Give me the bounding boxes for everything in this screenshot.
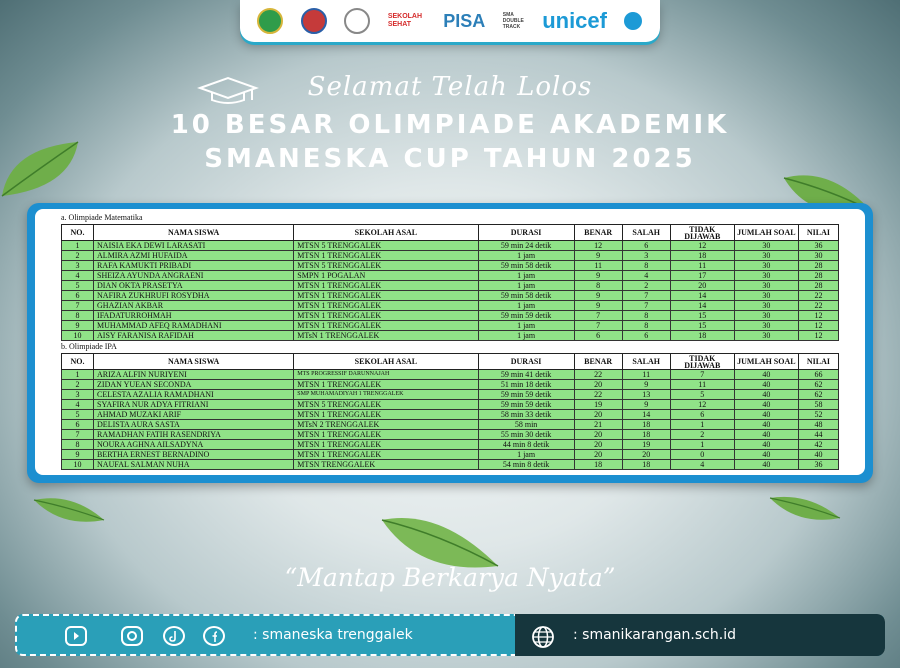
table-row: [62, 301, 839, 311]
table-cell: 59 min 24 detik: [478, 241, 574, 251]
table-cell: 20: [574, 410, 622, 420]
table-cell: 12: [670, 241, 734, 251]
table-header-row: [62, 225, 839, 241]
table-cell: 1 jam: [478, 450, 574, 460]
table-cell: 28: [798, 271, 838, 281]
table-row: [62, 450, 839, 460]
table-row: [62, 241, 839, 251]
table-cell: 8: [622, 321, 670, 331]
table-cell: 30: [734, 251, 798, 261]
table-cell: 9: [62, 321, 94, 331]
table-cell: 4: [670, 460, 734, 470]
table-cell: MTSN 1 TRENGGALEK: [294, 251, 478, 261]
table-cell: 40: [734, 370, 798, 380]
results-table: [61, 353, 839, 470]
table-row: [62, 420, 839, 430]
title-line-2: SMANESKA CUP TAHUN 2025: [204, 144, 696, 174]
table-cell: 14: [622, 410, 670, 420]
leaf-decoration-icon: [768, 494, 842, 524]
table-row: [62, 311, 839, 321]
results-table: [61, 224, 839, 341]
table-cell: 7: [622, 301, 670, 311]
table-cell: 1 jam: [478, 281, 574, 291]
table-cell: 20: [622, 450, 670, 460]
table-cell: 40: [734, 420, 798, 430]
column-header: NO.: [62, 225, 94, 241]
sekolah-sehat-logo: SEKOLAH SEHAT: [387, 13, 423, 28]
table-cell: MTSN 1 TRENGGALEK: [294, 291, 478, 301]
column-header: NAMA SISWA: [94, 354, 294, 370]
table-cell: SMP MUHAMADIYAH 1 TRENGGALEK: [294, 390, 478, 400]
table-cell: 40: [734, 460, 798, 470]
table-cell: 30: [734, 271, 798, 281]
table-cell: 11: [670, 261, 734, 271]
facebook-icon[interactable]: [203, 626, 225, 646]
motto: “Mantap Berkarya Nyata”: [284, 563, 616, 592]
table-cell: 21: [574, 420, 622, 430]
table-cell: 8: [62, 311, 94, 321]
table-cell: 55 min 30 detik: [478, 430, 574, 440]
table-cell: 18: [622, 420, 670, 430]
table-cell: MTSN 1 TRENGGALEK: [294, 281, 478, 291]
table-cell: 40: [734, 450, 798, 460]
table-cell: 20: [574, 430, 622, 440]
table-cell: 4: [622, 271, 670, 281]
table-cell: 5: [62, 281, 94, 291]
table-row: [62, 261, 839, 271]
website-url[interactable]: : smanikarangan.sch.id: [573, 627, 736, 643]
table-cell: 15: [670, 321, 734, 331]
table-cell: 8: [574, 281, 622, 291]
table-cell: 1: [670, 440, 734, 450]
column-header: SALAH: [622, 354, 670, 370]
table-cell: 59 min 59 detik: [478, 311, 574, 321]
column-header: SEKOLAH ASAL: [294, 225, 478, 241]
table-cell: IFADATURROHMAH: [94, 311, 294, 321]
table-cell: 28: [798, 261, 838, 271]
table-cell: 22: [574, 370, 622, 380]
table-cell: 7: [62, 430, 94, 440]
table-cell: 1: [670, 420, 734, 430]
table-cell: MTSN TRENGGALEK: [294, 460, 478, 470]
table-cell: 40: [734, 390, 798, 400]
table-cell: 30: [734, 241, 798, 251]
table-cell: 2: [62, 380, 94, 390]
table-cell: 14: [670, 301, 734, 311]
table-cell: 7: [574, 321, 622, 331]
column-header: NILAI: [798, 225, 838, 241]
table-cell: 14: [670, 291, 734, 301]
table-cell: 18: [622, 430, 670, 440]
table-cell: 18: [574, 460, 622, 470]
table-cell: ZIDAN YUEAN SECONDA: [94, 380, 294, 390]
table-cell: 6: [670, 410, 734, 420]
pisa-logo: PISA: [443, 10, 486, 31]
table-row: [62, 410, 839, 420]
table-cell: ARIZA ALFIN NURIYENI: [94, 370, 294, 380]
education-office-emblem-icon: [301, 8, 327, 34]
table-cell: 22: [798, 301, 838, 311]
table-cell: 10: [62, 331, 94, 341]
table-cell: 40: [734, 400, 798, 410]
table-cell: MTSN 5 TRENGGALEK: [294, 241, 478, 251]
table-cell: RAFA KAMUKTI PRIBADI: [94, 261, 294, 271]
table-cell: 28: [798, 281, 838, 291]
table-cell: 6: [622, 331, 670, 341]
table-cell: NAISIA EKA DEWI LARASATI: [94, 241, 294, 251]
table-cell: 54 min 8 detik: [478, 460, 574, 470]
table-row: [62, 380, 839, 390]
table-cell: 30: [734, 311, 798, 321]
section-heading: a. Olimpiade Matematika: [61, 213, 143, 222]
table-cell: 9: [574, 251, 622, 261]
table-row: [62, 370, 839, 380]
table-cell: 2: [622, 281, 670, 291]
table-cell: 1 jam: [478, 301, 574, 311]
table-cell: 9: [574, 271, 622, 281]
footer-bar: [15, 614, 885, 656]
column-header: BENAR: [574, 354, 622, 370]
table-cell: 1: [62, 370, 94, 380]
table-cell: 5: [670, 390, 734, 400]
table-cell: CELESTA AZALIA RAMADHANI: [94, 390, 294, 400]
table-cell: 58 min: [478, 420, 574, 430]
table-cell: 6: [62, 420, 94, 430]
table-cell: 30: [734, 321, 798, 331]
table-cell: MTSN 1 TRENGGALEK: [294, 380, 478, 390]
table-cell: 11: [670, 380, 734, 390]
table-cell: 30: [734, 261, 798, 271]
social-handle: : smaneska trenggalek: [253, 627, 413, 643]
column-header: SALAH: [622, 225, 670, 241]
table-cell: 22: [574, 390, 622, 400]
table-cell: 2: [62, 251, 94, 261]
table-cell: 7: [574, 311, 622, 321]
table-cell: ALMIRA AZMI HUFAIDA: [94, 251, 294, 261]
table-row: [62, 430, 839, 440]
table-cell: 1 jam: [478, 321, 574, 331]
table-cell: 40: [734, 380, 798, 390]
table-cell: 8: [62, 440, 94, 450]
table-cell: 36: [798, 460, 838, 470]
table-cell: AHMAD MUZAKI ARIF: [94, 410, 294, 420]
table-cell: 62: [798, 380, 838, 390]
table-row: [62, 390, 839, 400]
table-cell: MTS PROGRESSIF DARUNNAJAH: [294, 370, 478, 380]
double-track-logo: SMA DOUBLE TRACK: [502, 12, 524, 30]
table-cell: 1 jam: [478, 331, 574, 341]
table-cell: 6: [574, 331, 622, 341]
results-panel-content: [35, 209, 865, 475]
table-cell: 40: [734, 440, 798, 450]
table-cell: 0: [670, 450, 734, 460]
table-cell: 22: [798, 291, 838, 301]
table-cell: 9: [574, 291, 622, 301]
table-cell: 8: [622, 311, 670, 321]
table-cell: 58 min 33 detik: [478, 410, 574, 420]
province-emblem-icon: [257, 8, 283, 34]
table-cell: 1 jam: [478, 271, 574, 281]
table-cell: 6: [62, 291, 94, 301]
table-cell: 12: [574, 241, 622, 251]
table-cell: 6: [622, 241, 670, 251]
table-header-row: [62, 354, 839, 370]
table-row: [62, 400, 839, 410]
table-cell: 30: [734, 281, 798, 291]
table-cell: 59 min 58 detik: [478, 291, 574, 301]
table-row: [62, 331, 839, 341]
table-cell: 51 min 18 detik: [478, 380, 574, 390]
table-cell: 40: [734, 430, 798, 440]
title-line-1: 10 BESAR OLIMPIADE AKADEMIK: [170, 110, 730, 140]
table-cell: MTSN 1 TRENGGALEK: [294, 450, 478, 460]
table-cell: 3: [62, 390, 94, 400]
table-cell: 20: [574, 380, 622, 390]
column-header: TIDAK DIJAWAB: [670, 225, 734, 241]
table-cell: NAFIRA ZUKHRUFI ROSYDHA: [94, 291, 294, 301]
table-row: [62, 271, 839, 281]
table-cell: DELISTA AURA SASTA: [94, 420, 294, 430]
table-cell: 18: [670, 251, 734, 261]
column-header: DURASI: [478, 354, 574, 370]
column-header: TIDAK DIJAWAB: [670, 354, 734, 370]
table-row: [62, 251, 839, 261]
table-cell: 20: [574, 440, 622, 450]
leaf-decoration-icon: [0, 138, 82, 200]
table-cell: 62: [798, 390, 838, 400]
table-cell: 12: [798, 331, 838, 341]
table-cell: MTSN 5 TRENGGALEK: [294, 261, 478, 271]
table-cell: 30: [734, 331, 798, 341]
column-header: NAMA SISWA: [94, 225, 294, 241]
table-cell: 9: [622, 400, 670, 410]
table-cell: 20: [574, 450, 622, 460]
table-cell: 13: [622, 390, 670, 400]
table-cell: 58: [798, 400, 838, 410]
table-cell: AISY FARANISA RAFIDAH: [94, 331, 294, 341]
table-cell: SHEIZA AYUNDA ANGRAENI: [94, 271, 294, 281]
table-cell: 42: [798, 440, 838, 450]
table-cell: 11: [622, 370, 670, 380]
table-cell: 7: [62, 301, 94, 311]
table-cell: GHAZIAN AKBAR: [94, 301, 294, 311]
table-cell: 12: [670, 400, 734, 410]
table-cell: NOURA AGHNA AILSADYNA: [94, 440, 294, 450]
table-cell: MTsN 1 TRENGGALEK: [294, 331, 478, 341]
table-cell: 66: [798, 370, 838, 380]
table-cell: 18: [670, 331, 734, 341]
table-cell: 12: [798, 311, 838, 321]
table-cell: 18: [622, 460, 670, 470]
table-cell: 2: [670, 430, 734, 440]
unicef-logo: unicef: [542, 8, 607, 33]
table-cell: MTSN 1 TRENGGALEK: [294, 321, 478, 331]
table-cell: MTSN 1 TRENGGALEK: [294, 430, 478, 440]
table-cell: 15: [670, 311, 734, 321]
youtube-icon[interactable]: [65, 626, 87, 646]
table-cell: 9: [62, 450, 94, 460]
table-cell: 17: [670, 271, 734, 281]
table-cell: 44 min 8 detik: [478, 440, 574, 450]
column-header: NO.: [62, 354, 94, 370]
column-header: NILAI: [798, 354, 838, 370]
table-cell: 10: [62, 460, 94, 470]
table-cell: 59 min 59 detik: [478, 400, 574, 410]
table-cell: 59 min 41 detik: [478, 370, 574, 380]
table-cell: 30: [734, 291, 798, 301]
globe-icon[interactable]: [531, 625, 555, 649]
table-cell: MTsN 2 TRENGGALEK: [294, 420, 478, 430]
table-cell: MTSN 5 TRENGGALEK: [294, 400, 478, 410]
table-cell: 30: [798, 251, 838, 261]
table-cell: 1: [62, 241, 94, 251]
table-cell: 4: [62, 271, 94, 281]
tiktok-icon[interactable]: [163, 626, 185, 646]
table-cell: MTSN 1 TRENGGALEK: [294, 301, 478, 311]
table-cell: 3: [62, 261, 94, 271]
table-cell: 52: [798, 410, 838, 420]
table-cell: 7: [670, 370, 734, 380]
table-row: [62, 440, 839, 450]
unicef-globe-icon: [624, 12, 642, 30]
column-header: JUMLAH SOAL: [734, 225, 798, 241]
table-cell: 9: [574, 301, 622, 311]
table-cell: 8: [622, 261, 670, 271]
table-cell: MUHAMMAD AFEQ RAMADHANI: [94, 321, 294, 331]
column-header: SEKOLAH ASAL: [294, 354, 478, 370]
column-header: DURASI: [478, 225, 574, 241]
school-emblem-icon: [344, 8, 370, 34]
table-row: [62, 321, 839, 331]
instagram-icon[interactable]: [121, 626, 143, 646]
table-cell: 19: [574, 400, 622, 410]
table-cell: DIAN OKTA PRASETYA: [94, 281, 294, 291]
table-cell: RAMADHAN FATIH RASENDRIYA: [94, 430, 294, 440]
table-cell: 5: [62, 410, 94, 420]
table-cell: 7: [622, 291, 670, 301]
table-cell: 4: [62, 400, 94, 410]
table-cell: SMPN 1 POGALAN: [294, 271, 478, 281]
table-cell: BERTHA ERNEST BERNADINO: [94, 450, 294, 460]
table-cell: 20: [670, 281, 734, 291]
table-cell: 30: [734, 301, 798, 311]
table-cell: 40: [798, 450, 838, 460]
column-header: JUMLAH SOAL: [734, 354, 798, 370]
table-cell: 36: [798, 241, 838, 251]
table-cell: 40: [734, 410, 798, 420]
table-cell: 44: [798, 430, 838, 440]
table-row: [62, 291, 839, 301]
leaf-decoration-icon: [32, 494, 106, 526]
table-cell: 48: [798, 420, 838, 430]
table-cell: 59 min 58 detik: [478, 261, 574, 271]
logo-bar: [240, 0, 660, 42]
results-panel: [27, 203, 873, 483]
table-cell: MTSN 1 TRENGGALEK: [294, 440, 478, 450]
table-cell: 19: [622, 440, 670, 450]
table-cell: 59 min 59 detik: [478, 390, 574, 400]
table-cell: MTSN 1 TRENGGALEK: [294, 311, 478, 321]
table-row: [62, 460, 839, 470]
table-cell: 9: [622, 380, 670, 390]
table-cell: SYAFIRA NUR ADYA FITRIANI: [94, 400, 294, 410]
table-cell: 11: [574, 261, 622, 271]
table-cell: 3: [622, 251, 670, 261]
section-heading: b. Olimpiade IPA: [61, 342, 117, 351]
table-cell: 1 jam: [478, 251, 574, 261]
column-header: BENAR: [574, 225, 622, 241]
table-cell: 12: [798, 321, 838, 331]
table-cell: NAUFAL SALMAN NUHA: [94, 460, 294, 470]
subtitle: Selamat Telah Lolos: [307, 72, 593, 102]
table-cell: MTSN 1 TRENGGALEK: [294, 410, 478, 420]
table-row: [62, 281, 839, 291]
